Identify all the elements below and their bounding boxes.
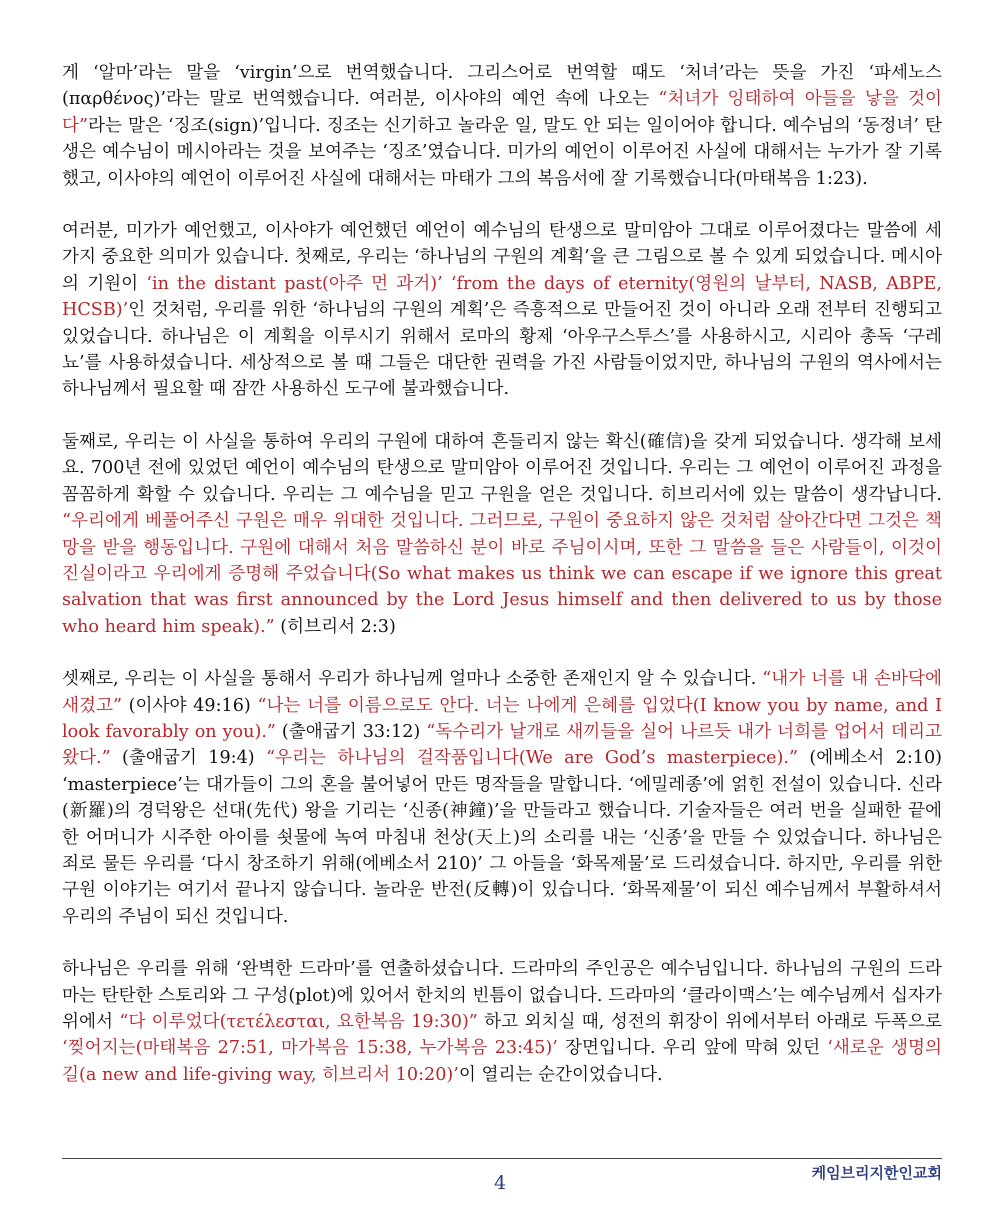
document-body [62, 60, 942, 1088]
text-run: 게 ‘알마’라는 말을 ‘virgin’으로 번역했습니다. 그리스어로 번역할 때도 ‘처녀’라는 뜻을 가진 ‘파세노스(παρθένος)’라는 말로 번역했습니다. 여러분, 이사야의 예언 속에 나오는 [62, 63, 942, 110]
paragraph-4 [62, 666, 942, 930]
text-run: 인 것처럼, 우리를 위한 ‘하나님의 구원의 계획’은 즉흥적으로 만들어진 것이 아니라 오래 전부터 진행되고 있었습니다. 하나님은 이 계획을 이루시기 위해서 로마의 황제 ‘아우구스투스’를 사용하시고, 시리아 총독 ‘구레뇨’를 사용하셨습니다. 세상적으로 볼 때 그들은 대단한 권력을 가진 사람들이었지만, 하나님의 구원의 역사에서는 하나님께서 필요할 때 잠깐 사용하신 도구에 불과했습니다. [62, 300, 942, 400]
text-run: 둘째로, 우리는 이 사실을 통하여 우리의 구원에 대하여 흔들리지 않는 확신(確信)을 갖게 되었습니다. 생각해 보세요. 700년 전에 있었던 예언이 예수님의 탄생으로 말미암아 이루어진 것입니다. 우리는 그 예언이 이루어진 과정을 꼼꼼하게 확할 수 있습니다. 우리는 그 예수님을 믿고 구원을 얻은 것입니다. 히브리서에 있는 말씀이 생각납니다. [62, 431, 942, 505]
quote-run: “독수리가 날개로 새끼들을 실어 나르듯 내가 너희를 업어서 데리고 왔다.” [62, 721, 942, 769]
church-name: 케임브리지한인교회 [811, 1164, 942, 1182]
text-run: 라는 말은 ‘징조(sign)’입니다. 징조는 신기하고 놀라운 일, 말도 안 되는 일이어야 합니다. 예수님의 ‘동정녀’ 탄생은 예수님이 메시아라는 것을 보여주는 ‘징조’였습니다. 미가의 예언이 이루어진 사실에 대해서는 누가가 잘 기록했고, 이사야의 예언이 이루어진 사실에 대해서는 마태가 그의 복음서에 잘 기록했습니다(마태복음 1:23). [62, 115, 942, 189]
page-number: 4 [493, 1172, 507, 1194]
text-run: (출애굽기 19:4) [110, 748, 267, 769]
paragraph-5 [62, 956, 942, 1088]
text-run: 하나님은 우리를 위해 ‘완벽한 드라마’를 연출하셨습니다. 드라마의 주인공은 예수님입니다. 하나님의 구원의 드라마는 탄탄한 스토리와 그 구성(plot)에 있어서 한치의 빈틈이 없습니다. 드라마의 ‘클라이맥스’는 예수님께서 십자가 위에서 [62, 959, 942, 1032]
paragraph-3 [62, 429, 942, 640]
text-run: 하고 외치실 때, 성전의 휘장이 위에서부터 아래로 두폭으로 [477, 1012, 942, 1032]
text-run: (히브리서 2:3) [274, 616, 396, 637]
text-run: 여러분, 미가가 예언했고, 이사야가 예언했던 예언이 예수님의 탄생으로 말미암아 그대로 이루어졌다는 말씀에 세 가지 중요한 의미가 있습니다. 첫째로, 우리는 ‘하나님의 구원의 계획’을 큰 그림으로 볼 수 있게 되었습니다. 메시아의 기원이 [62, 221, 942, 294]
paragraph-1 [62, 60, 942, 192]
quote-run: ‘찢어지는(마태복음 27:51, 마가복음 15:38, 누가복음 23:45)’ [62, 1038, 558, 1059]
quote-run: “내가 너를 내 손바닥에 새겼고” [62, 669, 943, 716]
quote-run: “나는 너를 이름으로도 안다. 너는 나에게 은혜를 입었다(I know you by name, and I look favorably on you).” [62, 695, 942, 742]
quote-run: ‘새로운 생명의 길(a new and life-giving way, 히브리서 10:20)’ [62, 1038, 942, 1085]
text-run: 장면입니다. 우리 앞에 막혀 있던 [557, 1038, 828, 1059]
text-run: (이사야 49:16) [121, 695, 258, 716]
text-run: (출애굽기 33:12) [275, 721, 427, 742]
quote-run: “다 이루었다(τετέλεσται, 요한복음 19:30)” [119, 1012, 478, 1032]
footer-divider [62, 1158, 942, 1159]
text-run: 이 열리는 순간이었습니다. [458, 1064, 663, 1085]
text-run: 셋째로, 우리는 이 사실을 통해서 우리가 하나님께 얼마나 소중한 존재인지 알 수 있습니다. [62, 669, 763, 690]
quote-run: “우리는 하나님의 걸작품입니다(We are God’s masterpiece).” [266, 748, 798, 769]
quote-run: “우리에게 베풀어주신 구원은 매우 위대한 것입니다. 그러므로, 구원이 중요하지 않은 것처럼 살아간다면 그것은 책망을 받을 행동입니다. 구원에 대해서 처음 말씀하신 분이 바로 주님이시며, 또한 그 말씀을 들은 사람들이, 이것이 진실이라고 우리에게 증명해 주었습니다(So what makes us think we can escape if we ignore this great salvation that was first announced by the Lord Jesus himself and then delivered to us by those who heard him speak).” [62, 511, 942, 637]
quote-run: “처녀가 잉태하여 아들을 낳을 것이다” [62, 89, 942, 136]
text-run: (에베소서 2:10) ‘masterpiece’는 대가들이 그의 혼을 불어넣어 만든 명작들을 말합니다. ‘에밀레종’에 얽힌 전설이 있습니다. 신라(新羅)의 경덕왕은 선대(先代) 왕을 기리는 ‘신종(神鐘)’을 만들라고 했습니다. 기술자들은 여러 번을 실패한 끝에 한 어머니가 시주한 아이를 쇳물에 녹여 마침내 천상(天上)의 소리를 내는 ‘신종’을 만들 수 있었습니다. 하나님은 죄로 물든 우리를 ‘다시 창조하기 위해(에베소서 210)’ 그 아들을 ‘화목제물’로 드리셨습니다. 하지만, 우리를 위한 구원 이야기는 여기서 끝나지 않습니다. 놀라운 반전(反轉)이 있습니다. ‘화목제물’이 되신 예수님께서 부활하셔서 우리의 주님이 되신 것입니다. [62, 748, 943, 927]
quote-run: ‘in the distant past(아주 먼 과거)’ ‘from the days of eternity(영원의 날부터, NASB, ABPE, HCSB)’ [62, 273, 942, 321]
paragraph-2 [62, 218, 942, 403]
